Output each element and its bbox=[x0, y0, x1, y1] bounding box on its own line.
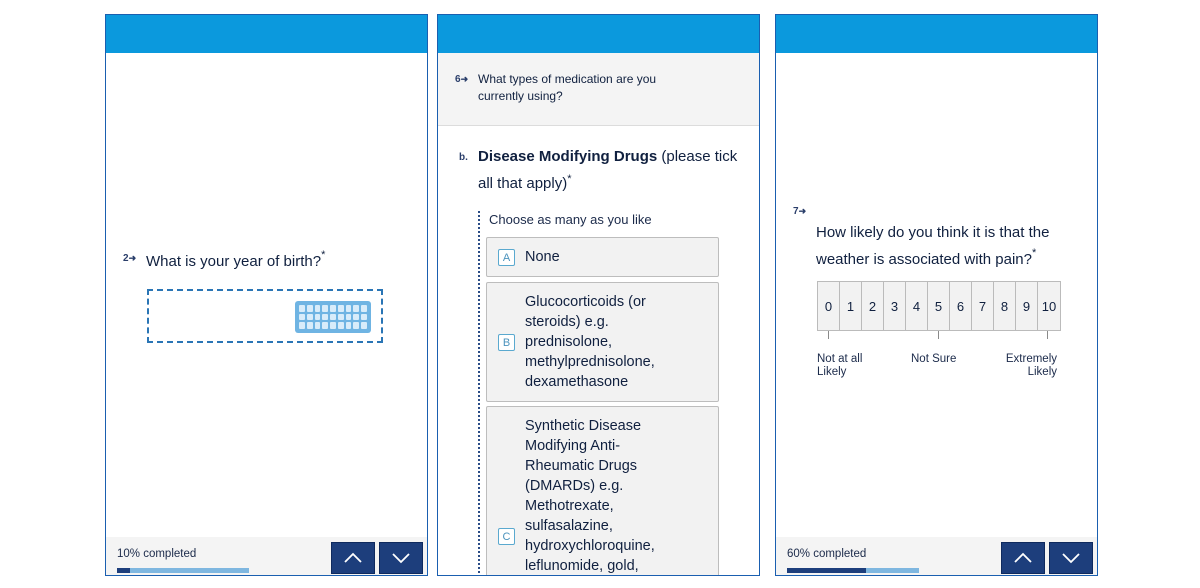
next-button[interactable] bbox=[1049, 542, 1093, 574]
arrow-right-icon: ➜ bbox=[128, 253, 137, 263]
question-number: 2➜ bbox=[123, 253, 137, 264]
question-number: 6➜ bbox=[455, 74, 469, 85]
scale-tick-high bbox=[1047, 331, 1048, 339]
footer bbox=[106, 537, 427, 575]
scale-option-9[interactable]: 9 bbox=[1016, 282, 1038, 330]
option-key: C bbox=[498, 528, 515, 545]
chevron-down-icon bbox=[1061, 552, 1081, 564]
progress-fill bbox=[117, 568, 130, 573]
arrow-right-icon: ➜ bbox=[460, 74, 469, 84]
question-text: How likely do you think it is that the weather is associated with pain?* bbox=[816, 224, 1050, 268]
option-label: Synthetic Disease Modifying Anti-Rheumatic Drugs (DMARDs) e.g. Methotrexate, sulfasalazine, hydroxychloroquine, leflunomide, gold, bbox=[525, 418, 655, 574]
progress-label: 60% completed bbox=[787, 548, 867, 560]
scale-option-10[interactable]: 10 bbox=[1038, 282, 1060, 330]
scale-option-4[interactable]: 4 bbox=[906, 282, 928, 330]
option-key: B bbox=[498, 334, 515, 351]
scale-tick-mid bbox=[938, 331, 939, 339]
scale-label-low: Not at all Likely bbox=[817, 353, 863, 378]
option-key: A bbox=[498, 249, 515, 266]
scale-tick-low bbox=[828, 331, 829, 339]
scale-option-2[interactable]: 2 bbox=[862, 282, 884, 330]
scale-option-1[interactable]: 1 bbox=[840, 282, 862, 330]
question-text: What types of medication are you currently using? bbox=[478, 72, 657, 103]
previous-button[interactable] bbox=[1001, 542, 1045, 574]
option-label: Glucocorticoids (or steroids) e.g. prednisolone, methylprednisolone, dexamethasone bbox=[525, 294, 655, 390]
arrow-right-icon: ➜ bbox=[798, 206, 807, 216]
scale-label-mid: Not Sure bbox=[911, 353, 957, 365]
progress-bar bbox=[787, 568, 919, 573]
scale-option-8[interactable]: 8 bbox=[994, 282, 1016, 330]
choice-hint: Choose as many as you like bbox=[489, 212, 652, 227]
top-bar bbox=[438, 15, 759, 53]
choice-guide-line bbox=[478, 211, 480, 576]
question-text: What is your year of birth?* bbox=[146, 249, 326, 270]
scale-option-7[interactable]: 7 bbox=[972, 282, 994, 330]
scale-option-3[interactable]: 3 bbox=[884, 282, 906, 330]
likelihood-scale bbox=[817, 281, 1061, 331]
scale-option-5[interactable]: 5 bbox=[928, 282, 950, 330]
option-label: None bbox=[525, 249, 560, 265]
sub-question-letter: b. bbox=[459, 152, 468, 163]
screen-year-of-birth bbox=[105, 14, 428, 576]
keyboard-icon[interactable] bbox=[295, 301, 371, 333]
screen-weather-pain bbox=[775, 14, 1098, 576]
year-of-birth-input[interactable] bbox=[147, 289, 383, 343]
chevron-up-icon bbox=[1013, 552, 1033, 564]
progress-bar bbox=[117, 568, 249, 573]
top-bar bbox=[776, 15, 1097, 53]
scale-label-high: Extremely Likely bbox=[1005, 353, 1057, 378]
next-button[interactable] bbox=[379, 542, 423, 574]
question-number: 7➜ bbox=[793, 206, 807, 217]
sub-question-title: Disease Modifying Drugs (please tick all that apply)* bbox=[478, 148, 738, 192]
chevron-down-icon bbox=[391, 552, 411, 564]
screen-medication bbox=[437, 14, 760, 576]
option-synthetic-dmards[interactable] bbox=[486, 406, 719, 576]
scale-option-6[interactable]: 6 bbox=[950, 282, 972, 330]
previous-button[interactable] bbox=[331, 542, 375, 574]
chevron-up-icon bbox=[343, 552, 363, 564]
top-bar bbox=[106, 15, 427, 53]
progress-fill bbox=[787, 568, 866, 573]
question-header bbox=[438, 53, 759, 126]
option-glucocorticoids[interactable] bbox=[486, 282, 719, 402]
footer bbox=[776, 537, 1097, 575]
scale-option-0[interactable]: 0 bbox=[818, 282, 840, 330]
progress-label: 10% completed bbox=[117, 548, 197, 560]
option-none[interactable] bbox=[486, 237, 719, 277]
